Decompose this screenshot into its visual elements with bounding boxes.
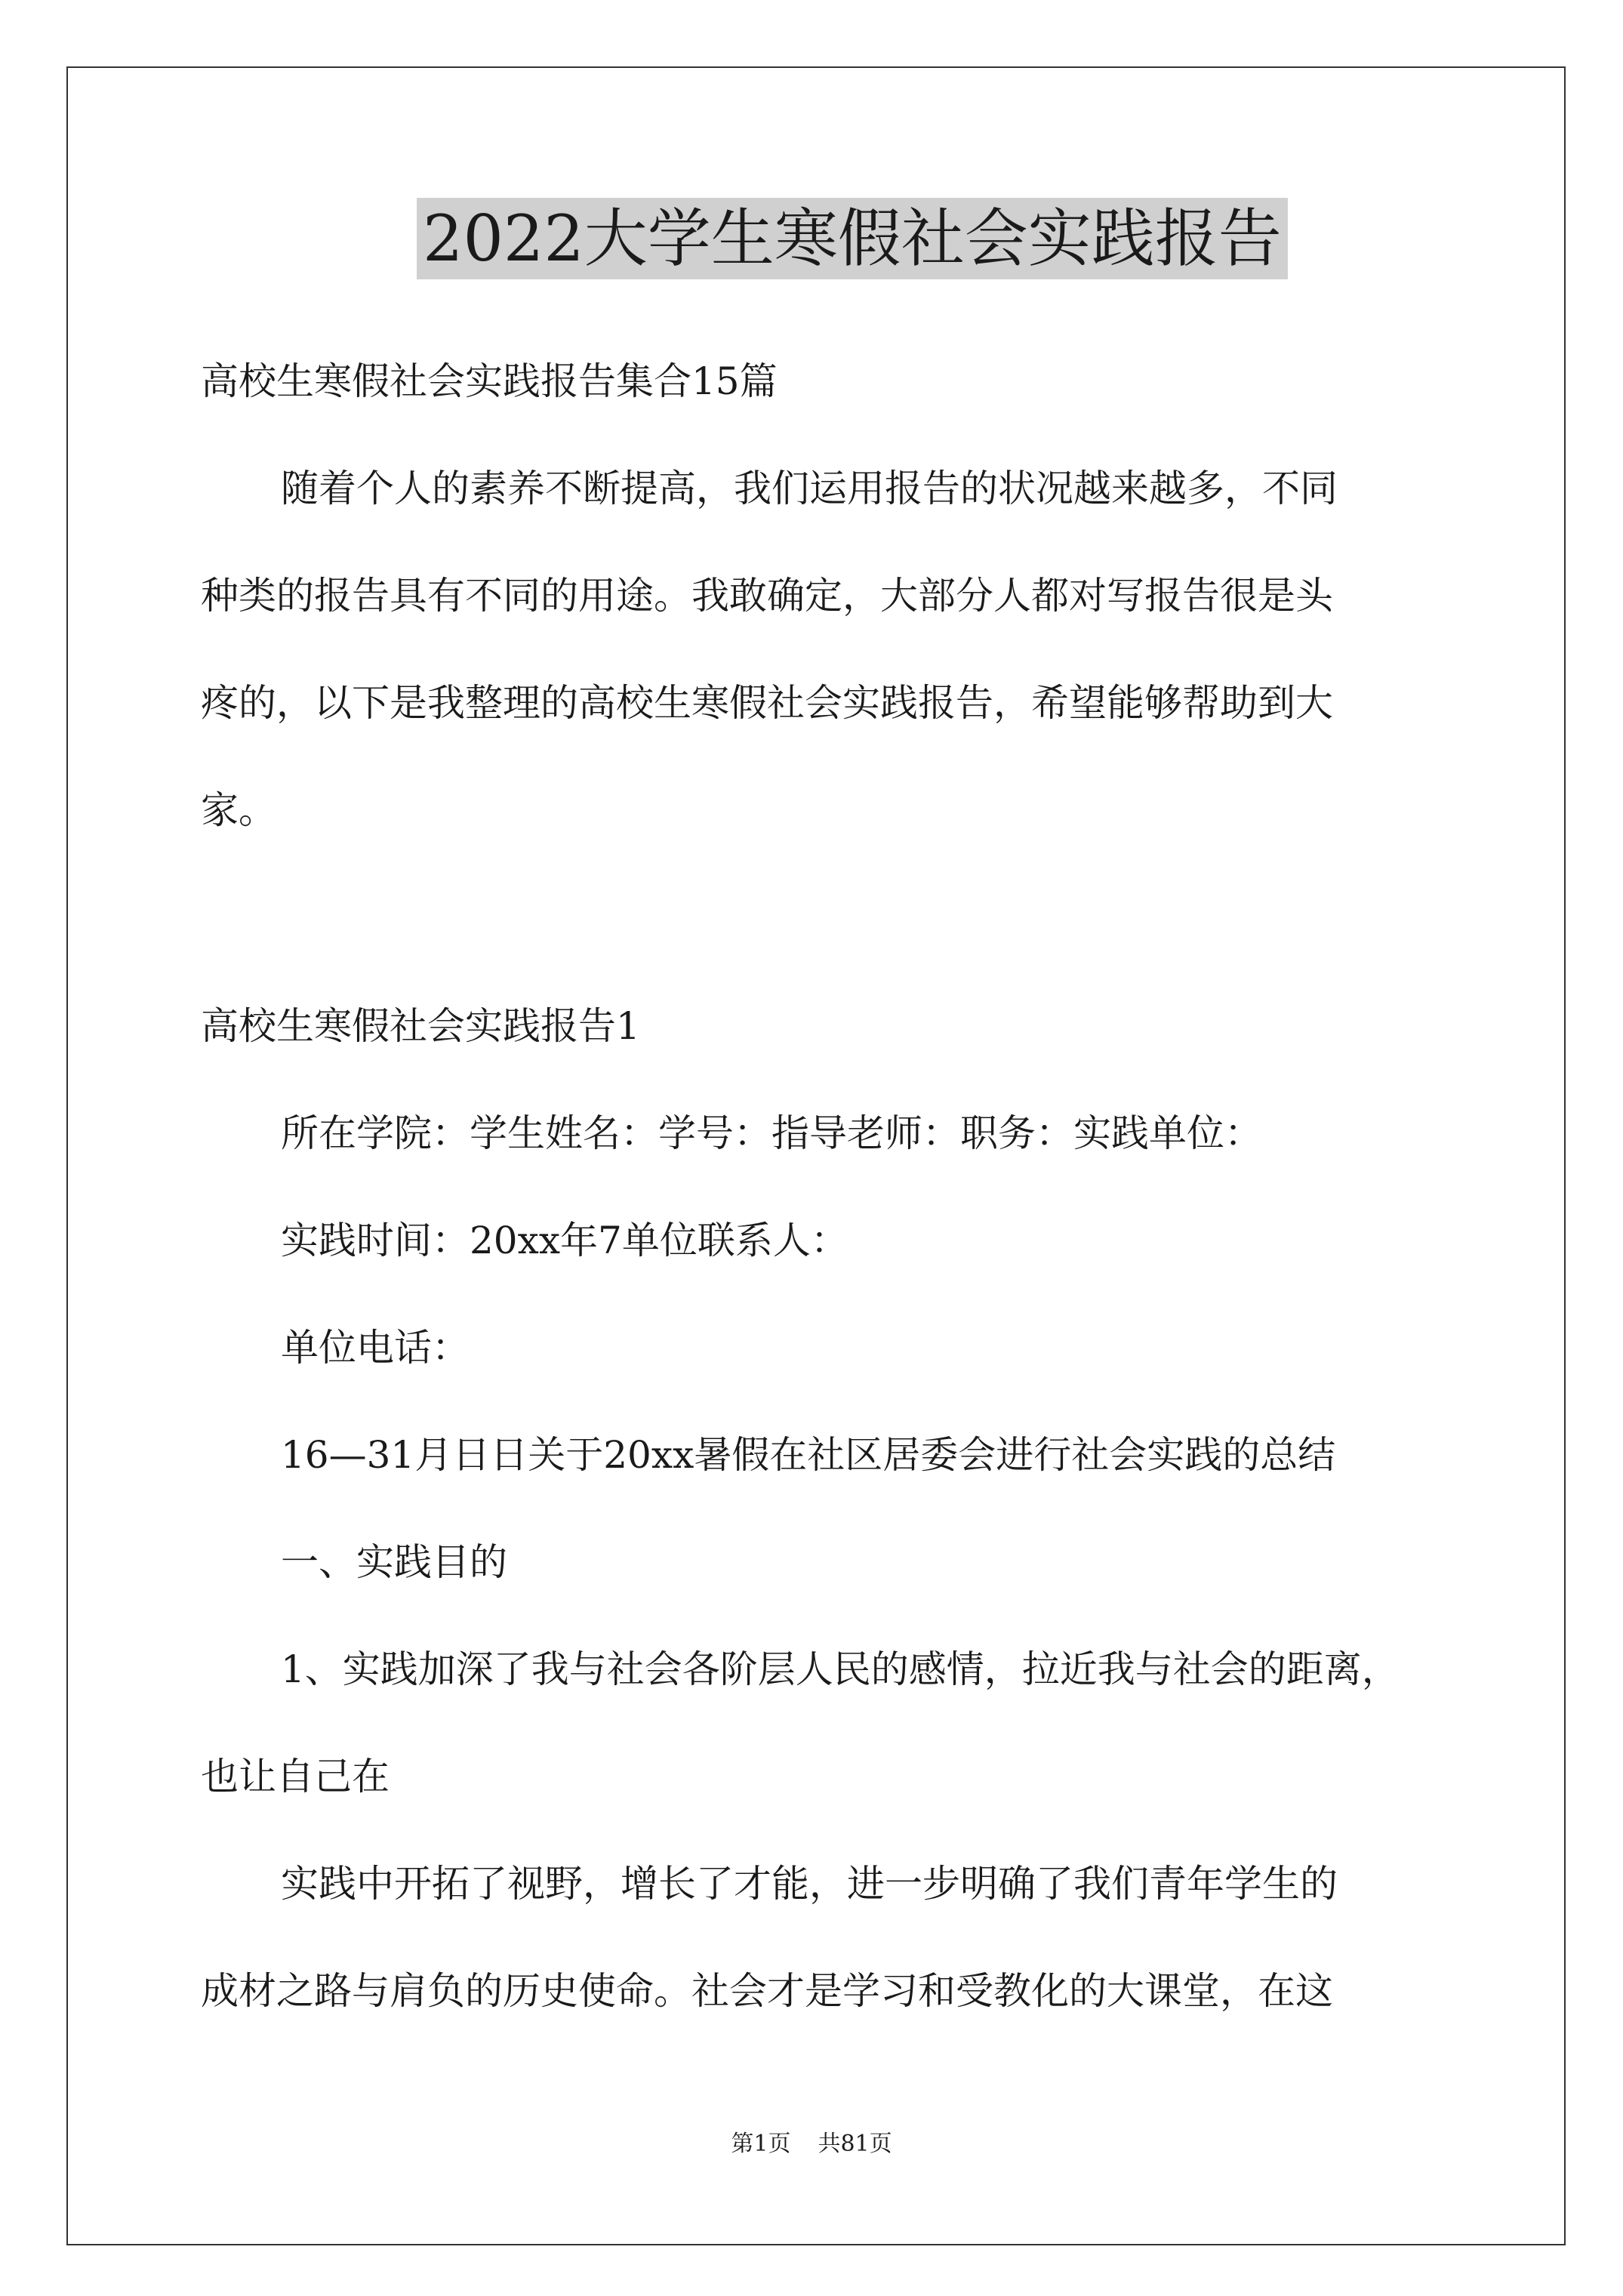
page-number-current: 第1页 <box>731 2131 791 2157</box>
paragraph-line: 实践中开拓了视野，增长了才能，进一步明确了我们青年学生的 <box>281 1862 1338 1906</box>
paragraph-line: 1、实践加深了我与社会各阶层人民的感情，拉近我与社会的距离， <box>281 1647 1400 1691</box>
section-heading: 高校生寒假社会实践报告1 <box>201 1004 640 1048</box>
paragraph-line: 疼的，以下是我整理的高校生寒假社会实践报告，希望能够帮助到大 <box>201 681 1333 725</box>
paragraph-line: 实践时间：20xx年7单位联系人： <box>281 1219 848 1262</box>
paragraph-line: 种类的报告具有不同的用途。我敢确定，大部分人都对写报告很是头 <box>201 574 1333 618</box>
page-number-total: 共81页 <box>818 2131 892 2157</box>
paragraph-line: 16—31月日日关于20xx暑假在社区居委会进行社会实践的总结 <box>281 1433 1336 1477</box>
document-title: 2022大学生寒假社会实践报告 <box>417 198 1288 279</box>
paragraph-line: 随着个人的素养不断提高，我们运用报告的状况越来越多，不同 <box>281 467 1338 510</box>
paragraph-line: 家。 <box>201 788 276 832</box>
paragraph-line: 也让自己在 <box>201 1755 390 1798</box>
page-footer <box>0 2129 1623 2159</box>
paragraph-line: 所在学院：学生姓名：学号：指导老师：职务：实践单位： <box>281 1111 1262 1155</box>
paragraph-line: 一、实践目的 <box>281 1540 507 1584</box>
document-subtitle: 高校生寒假社会实践报告集合15篇 <box>201 359 778 403</box>
paragraph-line: 单位电话： <box>281 1326 470 1370</box>
paragraph-line: 成材之路与肩负的历史使命。社会才是学习和受教化的大课堂，在这 <box>201 1969 1333 2013</box>
